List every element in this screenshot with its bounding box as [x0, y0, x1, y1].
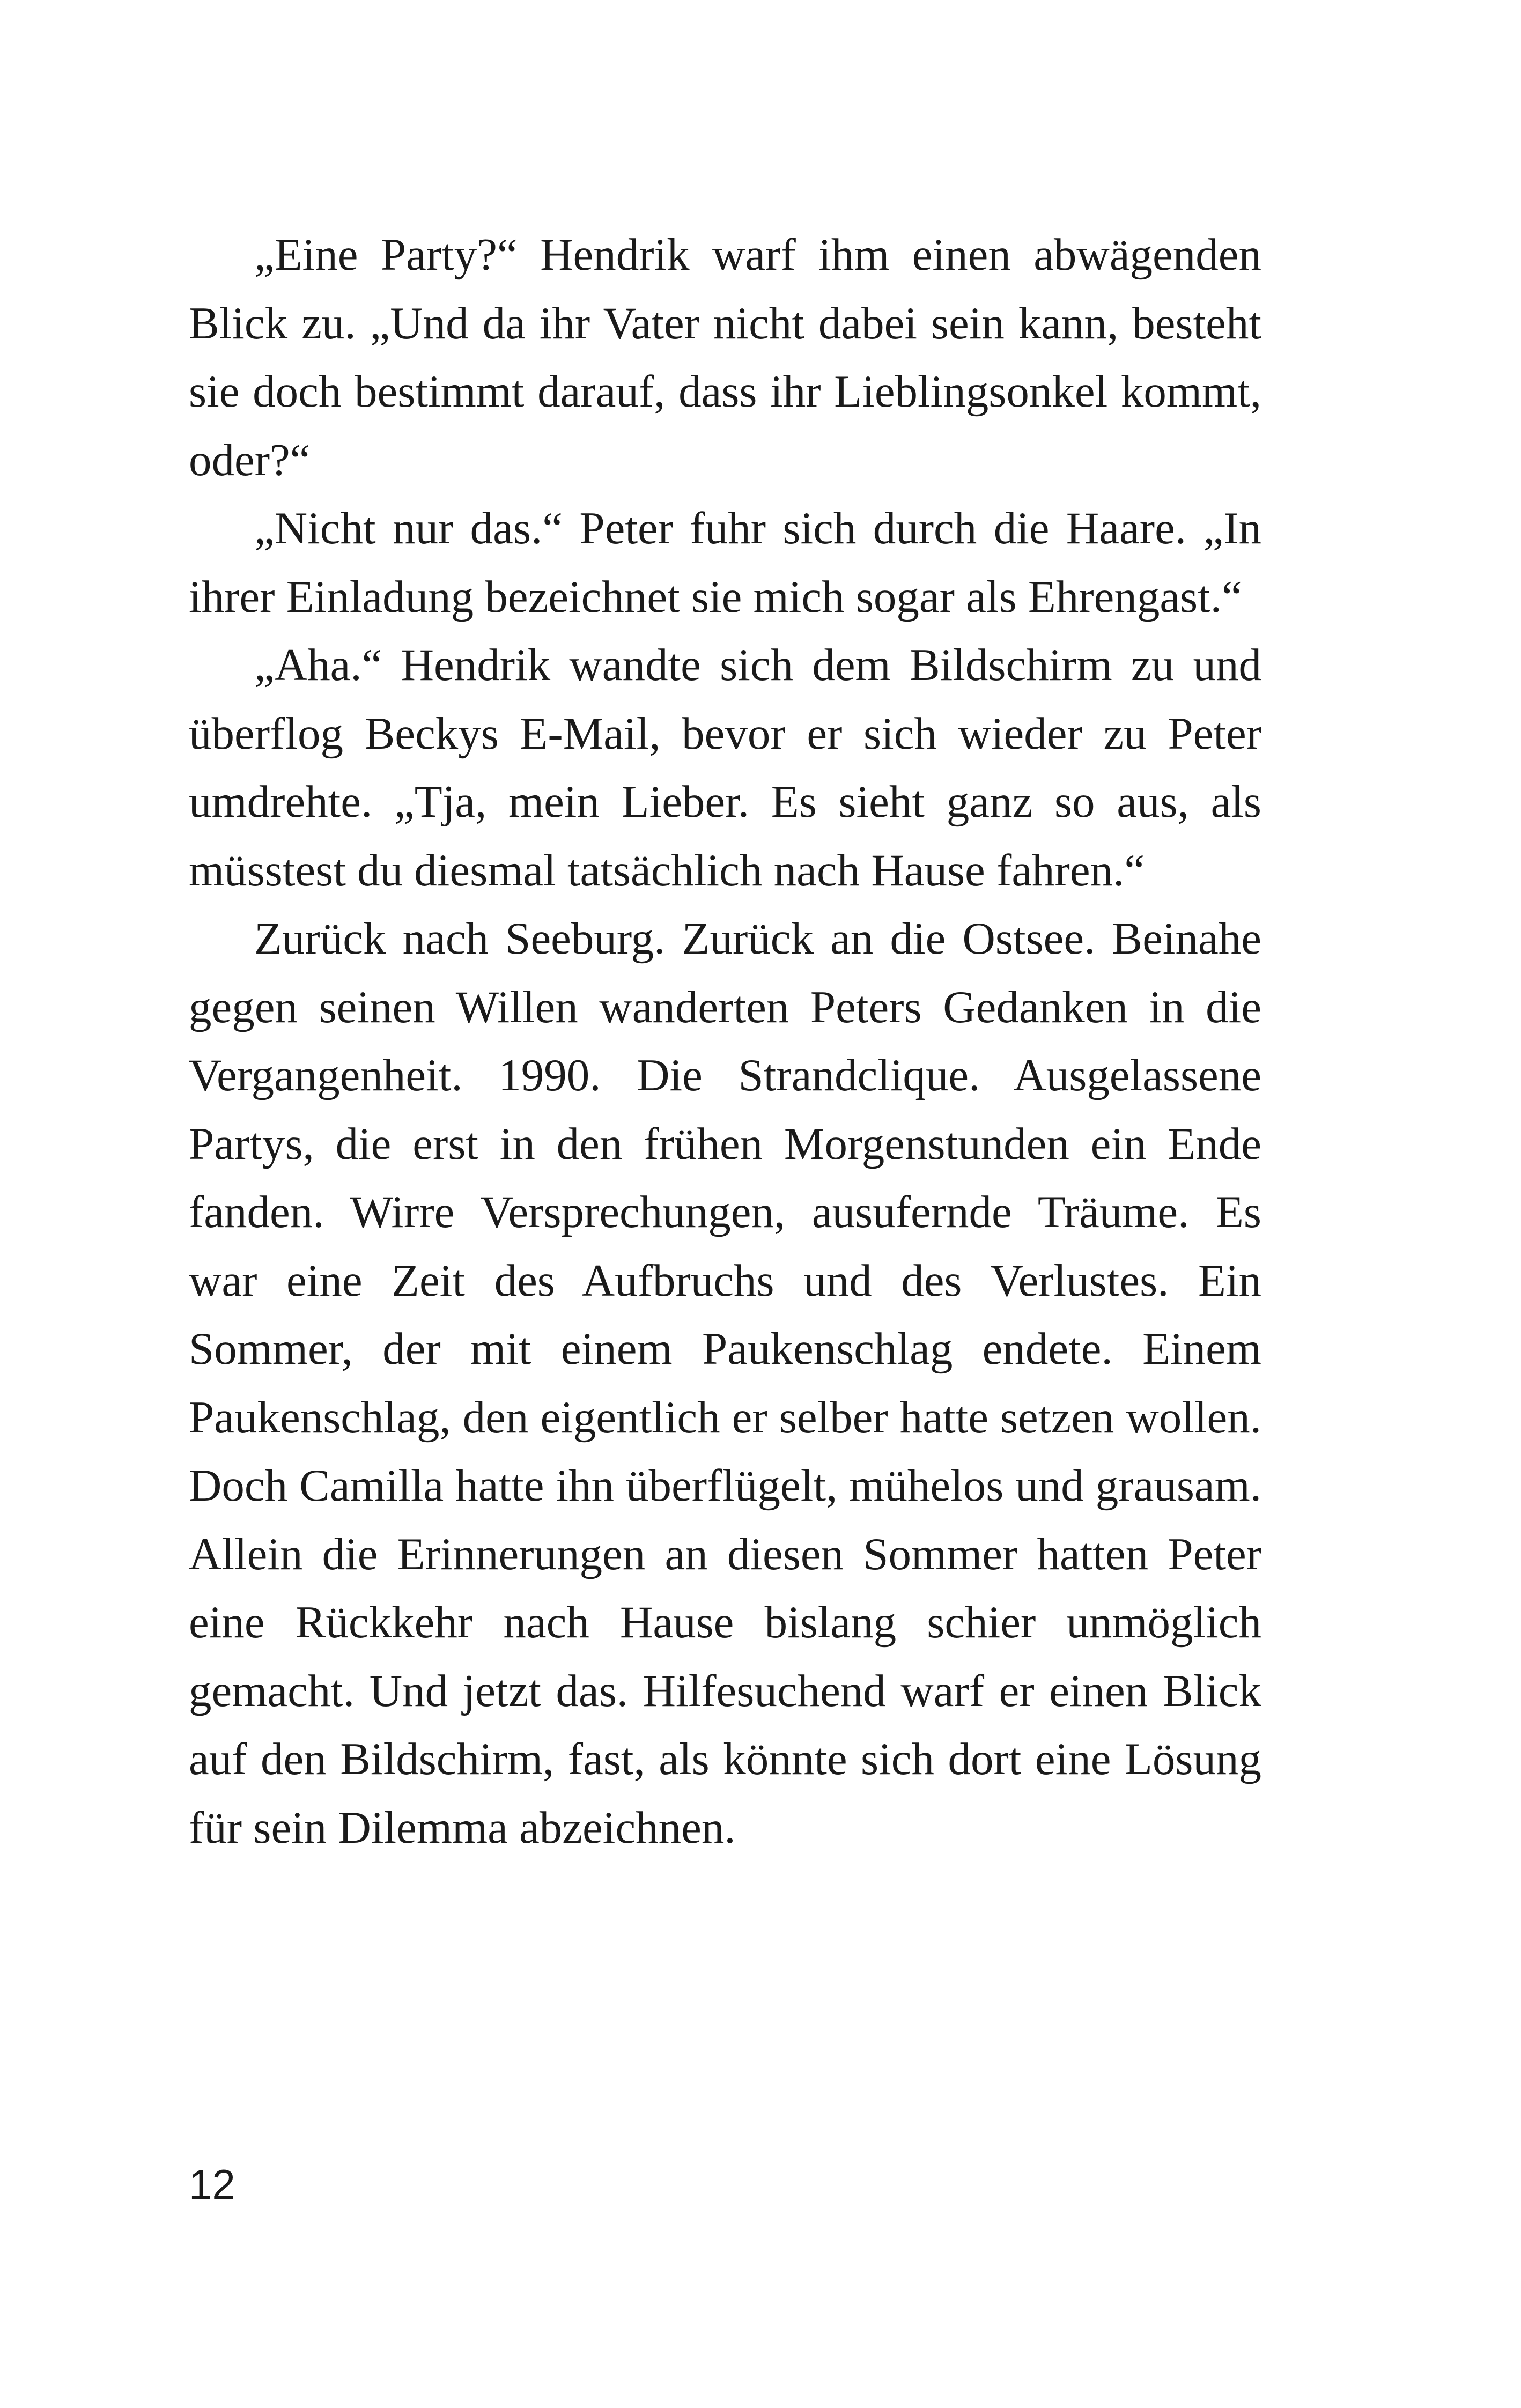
- paragraph-3: „Aha.“ Hendrik wandte sich dem Bildschirm zu und überflog Beckys E-Mail, bevor er sich wieder zu Peter umdrehte. „Tja, mein Lieber. Es sieht ganz so aus, als müsstest du diesmal tatsächlich nach Hause fahren.“: [189, 640, 1261, 896]
- body-text: [189, 221, 1261, 1862]
- paragraph-2: „Nicht nur das.“ Peter fuhr sich durch die Haare. „In ihrer Einladung bezeichnet sie mich sogar als Ehrengast.“: [189, 503, 1261, 622]
- page-number: 12: [189, 2161, 235, 2208]
- paragraph-4: Zurück nach Seeburg. Zurück an die Ostsee. Beinahe gegen seinen Willen wanderten Peters Gedanken in die Vergangenheit. 1990. Die Strandclique. Ausgelassene Partys, die erst in den frühen Morgenstunden ein Ende fanden. Wirre Versprechungen, ausufernde Träume. Es war eine Zeit des Aufbruchs und des Verlustes. Ein Sommer, der mit einem Paukenschlag endete. Einem Paukenschlag, den eigentlich er selber hatte setzen wollen. Doch Camilla hatte ihn überflügelt, mühelos und grausam. Allein die Erinnerungen an diesen Sommer hatten Peter eine Rückkehr nach Hause bislang schier unmöglich gemacht. Und jetzt das. Hilfesuchend warf er einen Blick auf den Bildschirm, fast, als könnte sich dort eine Lösung für sein Dilemma abzeichnen.: [189, 913, 1261, 1853]
- paragraph-1: „Eine Party?“ Hendrik warf ihm einen abwägenden Blick zu. „Und da ihr Vater nicht dabei sein kann, besteht sie doch bestimmt darauf, dass ihr Lieblingsonkel kommt, oder?“: [189, 230, 1261, 485]
